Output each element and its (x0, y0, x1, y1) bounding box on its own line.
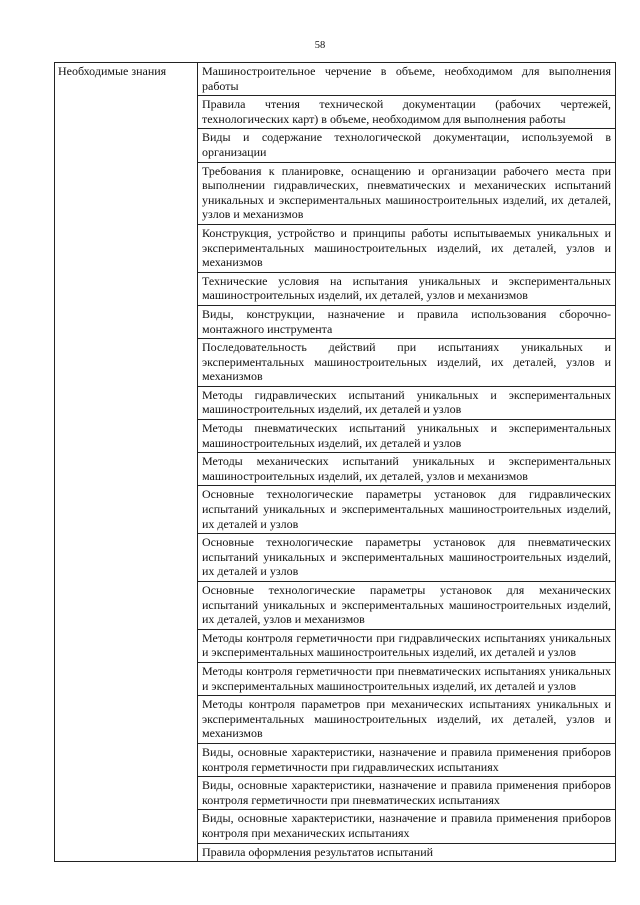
knowledge-table (54, 62, 616, 862)
table-row: Виды и содержание технологической документации, используемой в организации (198, 129, 615, 162)
table-row: Методы механических испытаний уникальных и экспериментальных машиностроительных изделий, их деталей, узлов и механизмов (198, 453, 615, 486)
table-row: Методы гидравлических испытаний уникальных и экспериментальных машиностроительных изделий, их деталей и узлов (198, 387, 615, 420)
table-row: Методы пневматических испытаний уникальных и экспериментальных машиностроительных изделий, их деталей и узлов (198, 420, 615, 453)
table-row: Основные технологические параметры установок для механических испытаний уникальных и экспериментальных машиностроительных изделий, их деталей, узлов и механизмов (198, 582, 615, 630)
table-row: Виды, основные характеристики, назначение и правила применения приборов контроля при механических испытаниях (198, 810, 615, 843)
knowledge-list (198, 63, 615, 861)
table-row: Машиностроительное черчение в объеме, необходимом для выполнения работы (198, 63, 615, 96)
table-header-cell: Необходимые знания (55, 63, 198, 861)
table-row: Виды, конструкции, назначение и правила использования сборочно-монтажного инструмента (198, 306, 615, 339)
table-row: Требования к планировке, оснащению и организации рабочего места при выполнении гидравлических, пневматических и механических испытаний уникальных и экспериментальных машиностроительных изделий, их деталей, узлов и механизмов (198, 163, 615, 225)
table-row: Правила оформления результатов испытаний (202, 844, 434, 859)
table-row: Методы контроля параметров при механических испытаниях уникальных и экспериментальных машиностроительных изделий, их деталей, узлов и механизмов (198, 696, 615, 744)
page-number: 58 (314, 40, 326, 51)
table-row: Виды, основные характеристики, назначение и правила применения приборов контроля герметичности при пневматических испытаниях (198, 777, 615, 810)
table-row: Конструкция, устройство и принципы работы испытываемых уникальных и экспериментальных машиностроительных изделий, их деталей, узлов и механизмов (198, 225, 615, 273)
table-row: Правила чтения технической документации (рабочих чертежей, технологических карт) в объеме, необходимом для выполнения работы (198, 96, 615, 129)
table-row: Технические условия на испытания уникальных и экспериментальных машиностроительных изделий, их деталей, узлов и механизмов (198, 273, 615, 306)
table-row: Виды, основные характеристики, назначение и правила применения приборов контроля герметичности при гидравлических испытаниях (198, 744, 615, 777)
table-row: Последовательность действий при испытаниях уникальных и экспериментальных машиностроительных изделий, их деталей, узлов и механизмов (198, 339, 615, 387)
table-row: Основные технологические параметры установок для пневматических испытаний уникальных и экспериментальных машиностроительных изделий, их деталей и узлов (198, 534, 615, 582)
table-row: Методы контроля герметичности при гидравлических испытаниях уникальных и экспериментальных машиностроительных изделий, их деталей и узлов (198, 630, 615, 663)
table-row: Основные технологические параметры установок для гидравлических испытаний уникальных и экспериментальных машиностроительных изделий, их деталей и узлов (198, 486, 615, 534)
table-row: Методы контроля герметичности при пневматических испытаниях уникальных и экспериментальных машиностроительных изделий, их деталей и узлов (198, 663, 615, 696)
